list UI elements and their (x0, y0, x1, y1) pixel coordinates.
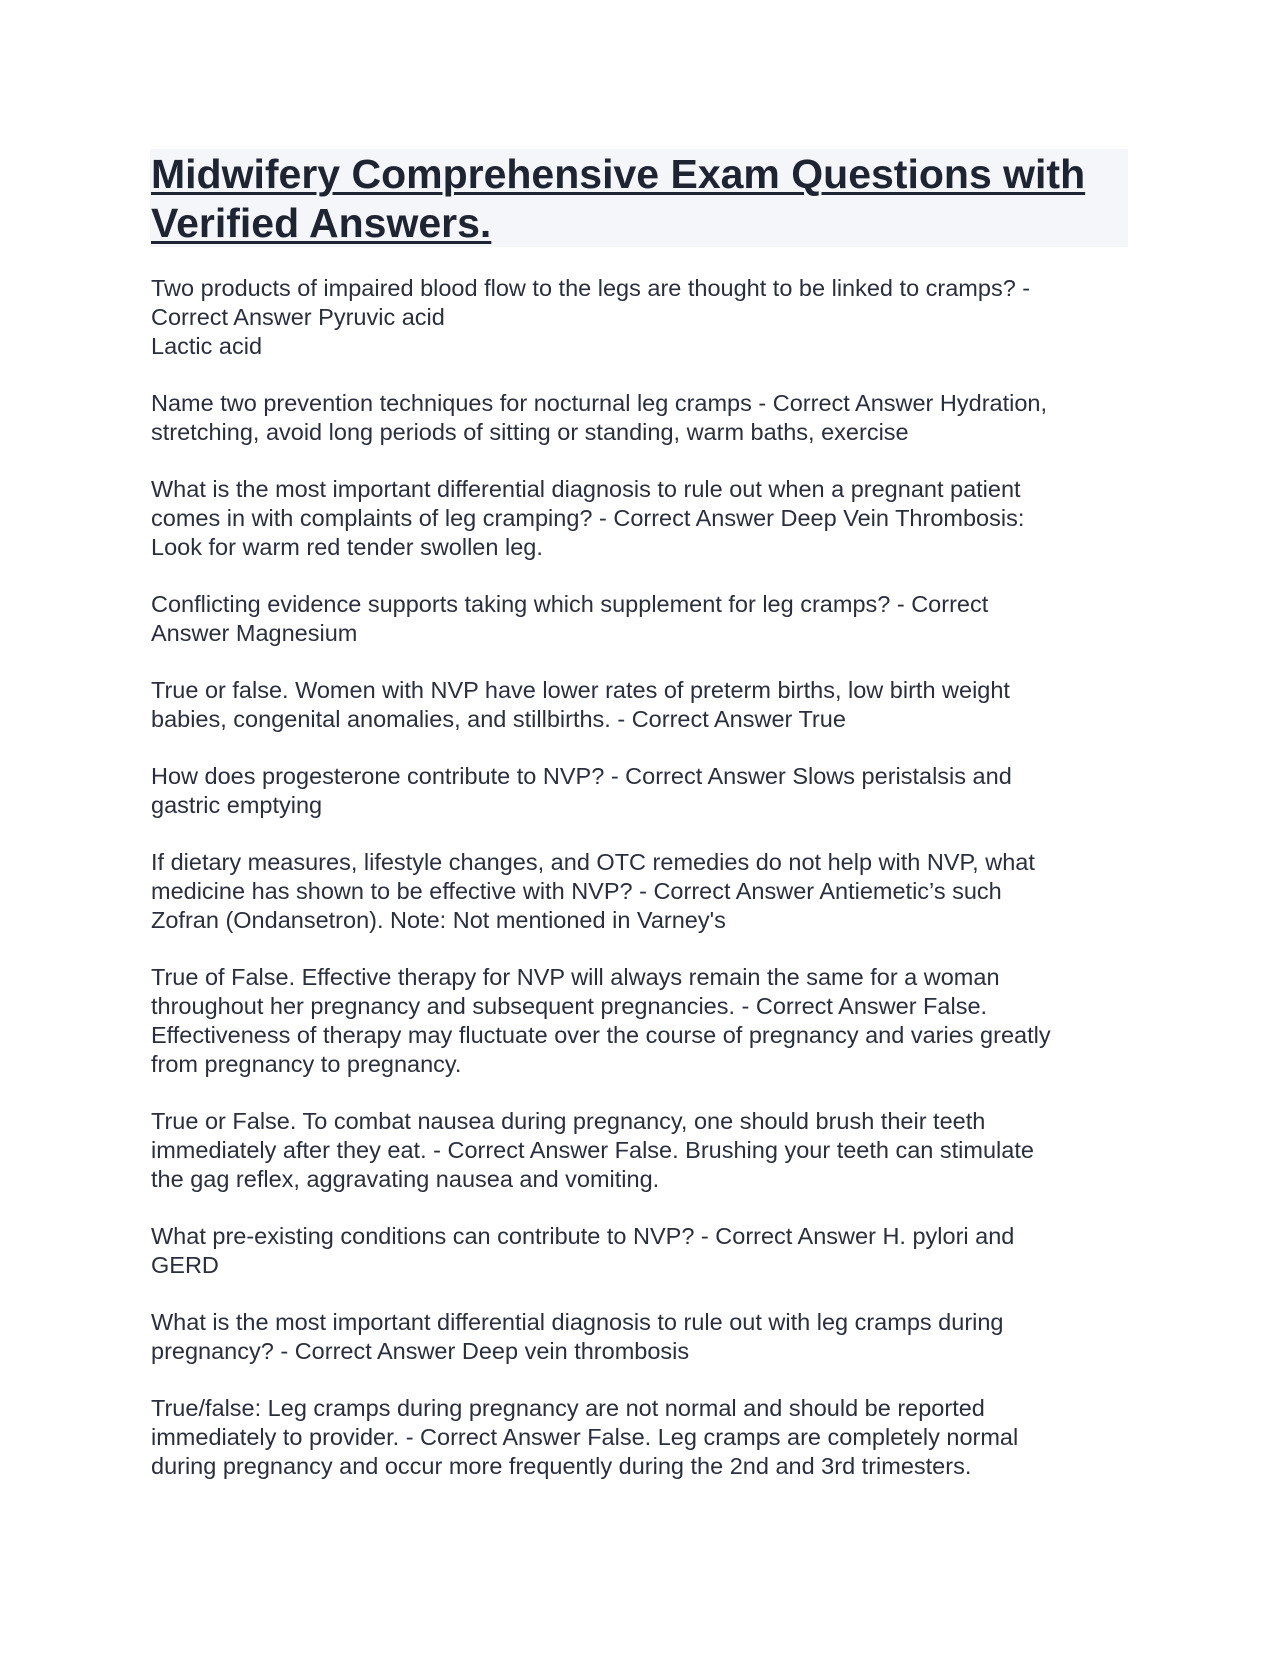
qa-line: throughout her pregnancy and subsequent pregnancies. - Correct Answer False. (151, 993, 988, 1019)
qa-list (151, 274, 1131, 1509)
qa-line: Name two prevention techniques for nocturnal leg cramps - Correct Answer Hydration, (151, 390, 1048, 416)
document-title (151, 150, 1131, 248)
qa-line: Answer Magnesium (151, 620, 358, 646)
qa-entry (151, 1107, 1131, 1194)
qa-entry (151, 389, 1131, 447)
qa-line: immediately to provider. - Correct Answer False. Leg cramps are completely normal (151, 1424, 1019, 1450)
qa-line: gastric emptying (151, 792, 323, 818)
qa-line: babies, congenital anomalies, and stillbirths. - Correct Answer True (151, 706, 846, 732)
qa-line: How does progesterone contribute to NVP? - Correct Answer Slows peristalsis and (151, 763, 1012, 789)
title-line: Midwifery Comprehensive Exam Questions with (151, 151, 1086, 197)
title-line: Verified Answers. (151, 200, 492, 246)
qa-entry (151, 762, 1131, 820)
qa-line: Conflicting evidence supports taking which supplement for leg cramps? - Correct (151, 591, 989, 617)
qa-line: Two products of impaired blood flow to the legs are thought to be linked to cramps? - (151, 275, 1031, 301)
qa-line: Correct Answer Pyruvic acid (151, 304, 445, 330)
qa-line: Look for warm red tender swollen leg. (151, 534, 543, 560)
qa-entry (151, 676, 1131, 734)
qa-line: What is the most important differential diagnosis to rule out with leg cramps during (151, 1309, 1004, 1335)
qa-line: medicine has shown to be effective with NVP? - Correct Answer Antiemetic’s such (151, 878, 1002, 904)
qa-entry (151, 274, 1131, 361)
qa-entry (151, 590, 1131, 648)
qa-line: stretching, avoid long periods of sitting or standing, warm baths, exercise (151, 419, 909, 445)
qa-line: True or false. Women with NVP have lower rates of preterm births, low birth weight (151, 677, 1010, 703)
qa-line: Lactic acid (151, 333, 263, 359)
qa-entry (151, 475, 1131, 562)
qa-line: If dietary measures, lifestyle changes, and OTC remedies do not help with NVP, what (151, 849, 1035, 875)
qa-entry (151, 848, 1131, 935)
qa-line: comes in with complaints of leg cramping? - Correct Answer Deep Vein Thrombosis: (151, 505, 1025, 531)
qa-line: True or False. To combat nausea during pregnancy, one should brush their teeth (151, 1108, 986, 1134)
qa-line: GERD (151, 1252, 219, 1278)
qa-line: the gag reflex, aggravating nausea and vomiting. (151, 1166, 660, 1192)
qa-line: immediately after they eat. - Correct Answer False. Brushing your teeth can stimulate (151, 1137, 1034, 1163)
qa-line: pregnancy? - Correct Answer Deep vein thrombosis (151, 1338, 690, 1364)
qa-line: True of False. Effective therapy for NVP will always remain the same for a woman (151, 964, 1000, 990)
qa-line: Effectiveness of therapy may fluctuate over the course of pregnancy and varies greatly (151, 1022, 1051, 1048)
qa-line: from pregnancy to pregnancy. (151, 1051, 462, 1077)
qa-entry (151, 1222, 1131, 1280)
qa-line: Zofran (Ondansetron). Note: Not mentioned in Varney's (151, 907, 726, 933)
qa-line: What pre-existing conditions can contribute to NVP? - Correct Answer H. pylori and (151, 1223, 1015, 1249)
qa-entry (151, 1308, 1131, 1366)
qa-entry (151, 963, 1131, 1079)
qa-line: True/false: Leg cramps during pregnancy are not normal and should be reported (151, 1395, 985, 1421)
qa-entry (151, 1394, 1131, 1481)
qa-line: during pregnancy and occur more frequently during the 2nd and 3rd trimesters. (151, 1453, 972, 1479)
qa-line: What is the most important differential diagnosis to rule out when a pregnant patient (151, 476, 1021, 502)
